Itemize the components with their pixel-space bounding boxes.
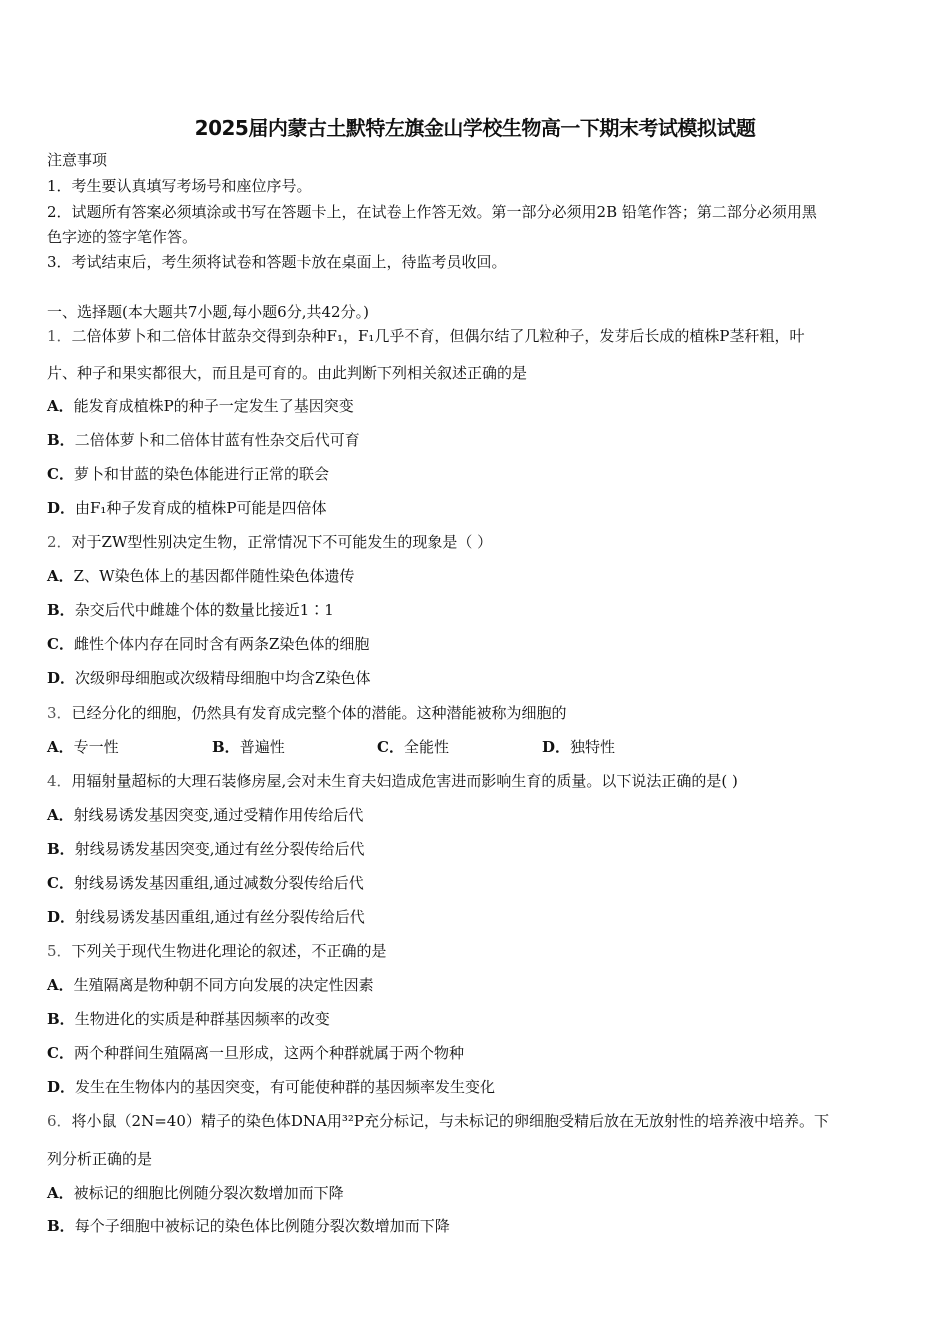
option-text: Z、W染色体上的基因都伴随性染色体遗传 [73,567,355,585]
question-stem [47,532,492,552]
option-letter: B． [47,840,75,858]
notice-item [47,252,507,272]
option-text: 雌性个体内存在同时含有两条Z染色体的细胞 [73,635,370,653]
option-letter: B． [47,431,75,449]
section-heading-text: 一、选择题(本大题共7小题,每小题6分,共42分。) [47,303,369,321]
answer-option[interactable] [47,805,363,825]
notice-item-text: 3．考试结束后，考生须将试卷和答题卡放在桌面上，待监考员收回。 [47,253,507,271]
option-text: 发生在生物体内的基因突变，有可能使种群的基因频率发生变化 [75,1078,496,1096]
answer-option[interactable] [47,907,365,927]
question-number: 6． [47,1112,72,1130]
question-stem [47,326,805,346]
question-stem [47,1149,152,1169]
notice-item [47,227,197,247]
option-letter: C． [47,635,74,653]
option-letter: A． [47,806,74,824]
option-text: 全能性 [403,738,449,756]
option-text: 普遍性 [239,738,285,756]
option-text: 萝卜和甘蓝的染色体能进行正常的联会 [73,465,329,483]
option-letter: D． [47,499,76,517]
option-text: 两个种群间生殖隔离一旦形成，这两个种群就属于两个物种 [73,1044,464,1062]
answer-option[interactable] [47,975,374,995]
answer-option[interactable] [47,464,329,484]
option-text: 由F₁种子发育成的植株P可能是四倍体 [75,499,327,517]
notice-item [47,202,817,222]
question-number: 1． [47,327,72,345]
option-text: 生殖隔离是物种朝不同方向发展的决定性因素 [73,976,374,994]
question-text: 已经分化的细胞，仍然具有发育成完整个体的潜能。这种潜能被称为细胞的 [71,704,567,722]
answer-option[interactable] [47,396,354,416]
question-text: 下列关于现代生物进化理论的叙述，不正确的是 [71,942,387,960]
option-text: 二倍体萝卜和二倍体甘蓝有性杂交后代可育 [74,431,360,449]
option-text: 能发育成植株P的种子一定发生了基因突变 [73,397,354,415]
option-text: 杂交后代中雌雄个体的数量比接近1∶1 [74,601,334,619]
option-letter: D． [47,1078,76,1096]
answer-option[interactable] [47,498,327,518]
answer-option[interactable] [47,430,360,450]
option-text: 每个子细胞中被标记的染色体比例随分裂次数增加而下降 [74,1217,450,1235]
answer-option[interactable] [542,737,707,757]
notice-item [47,176,312,196]
option-letter: D． [47,669,76,687]
answer-option[interactable] [377,737,542,757]
answer-option[interactable] [47,839,364,859]
option-text: 射线易诱发基因重组,通过有丝分裂传给后代 [75,908,365,926]
answer-option[interactable] [212,737,377,757]
option-letter: D． [542,738,571,756]
notice-heading-text: 注意事项 [47,151,108,169]
option-text: 射线易诱发基因突变,通过有丝分裂传给后代 [74,840,365,858]
question-stem [47,941,387,961]
question-text: 对于ZW型性别决定生物，正常情况下不可能发生的现象是（ ） [71,533,493,551]
question-stem [47,1111,829,1131]
option-text: 生物进化的实质是种群基因频率的改变 [74,1010,330,1028]
answer-option[interactable] [47,1009,330,1029]
option-letter: A． [47,976,74,994]
question-number: 2． [47,533,72,551]
option-letter: A． [47,738,74,756]
question-number: 4． [47,772,72,790]
question-text: 二倍体萝卜和二倍体甘蓝杂交得到杂种F₁，F₁几乎不育，但偶尔结了几粒种子，发芽后长成的植株P茎秆粗，叶 [71,327,805,345]
question-number: 3． [47,704,72,722]
question-text: 列分析正确的是 [47,1150,153,1168]
answer-option[interactable] [47,1077,495,1097]
option-text: 射线易诱发基因重组,通过减数分裂传给后代 [73,874,364,892]
question-text: 片、种子和果实都很大，而且是可育的。由此判断下列相关叙述正确的是 [47,364,528,382]
option-letter: B． [47,601,75,619]
answer-option[interactable] [47,1216,450,1236]
notice-item-text: 2．试题所有答案必须填涂或书写在答题卡上，在试卷上作答无效。第一部分必须用2B 铅笔作答；第二部分必须用黑 [47,203,817,221]
answer-option[interactable] [47,1183,344,1203]
notice-item-text: 色字迹的签字笔作答。 [47,228,198,246]
option-letter: B． [47,1217,75,1235]
answer-option[interactable] [47,737,212,757]
option-letter: A． [47,1184,74,1202]
option-text: 独特性 [570,738,616,756]
answer-option[interactable] [47,634,369,654]
section-heading [47,302,369,322]
option-letter: B． [212,738,240,756]
answer-options-row [47,737,707,757]
option-letter: C． [47,1044,74,1062]
option-letter: C． [377,738,404,756]
question-stem [47,703,567,723]
question-stem [47,771,738,791]
option-letter: D． [47,908,76,926]
option-letter: A． [47,567,74,585]
option-text: 被标记的细胞比例随分裂次数增加而下降 [73,1184,344,1202]
option-text: 专一性 [73,738,119,756]
question-text: 将小鼠（2N=40）精子的染色体DNA用³²P充分标记，与未标记的卵细胞受精后放在无放射性的培养液中培养。下 [71,1112,829,1130]
notice-item-text: 1．考生要认真填写考场号和座位序号。 [47,177,312,195]
answer-option[interactable] [47,873,364,893]
option-letter: B． [47,1010,75,1028]
question-stem [47,363,527,383]
option-letter: A． [47,397,74,415]
option-text: 次级卵母细胞或次级精母细胞中均含Z染色体 [75,669,371,687]
answer-option[interactable] [47,600,334,620]
option-text: 射线易诱发基因突变,通过受精作用传给后代 [73,806,364,824]
option-letter: C． [47,465,74,483]
answer-option[interactable] [47,566,354,586]
question-text: 用辐射量超标的大理石装修房屋,会对未生育夫妇造成危害进而影响生育的质量。以下说法正确的是( ) [71,772,738,790]
answer-option[interactable] [47,668,370,688]
answer-option[interactable] [47,1043,464,1063]
question-number: 5． [47,942,72,960]
notice-heading [47,150,107,170]
option-letter: C． [47,874,74,892]
page-title: 2025届内蒙古土默特左旗金山学校生物高一下期末考试模拟试题 [194,116,756,140]
